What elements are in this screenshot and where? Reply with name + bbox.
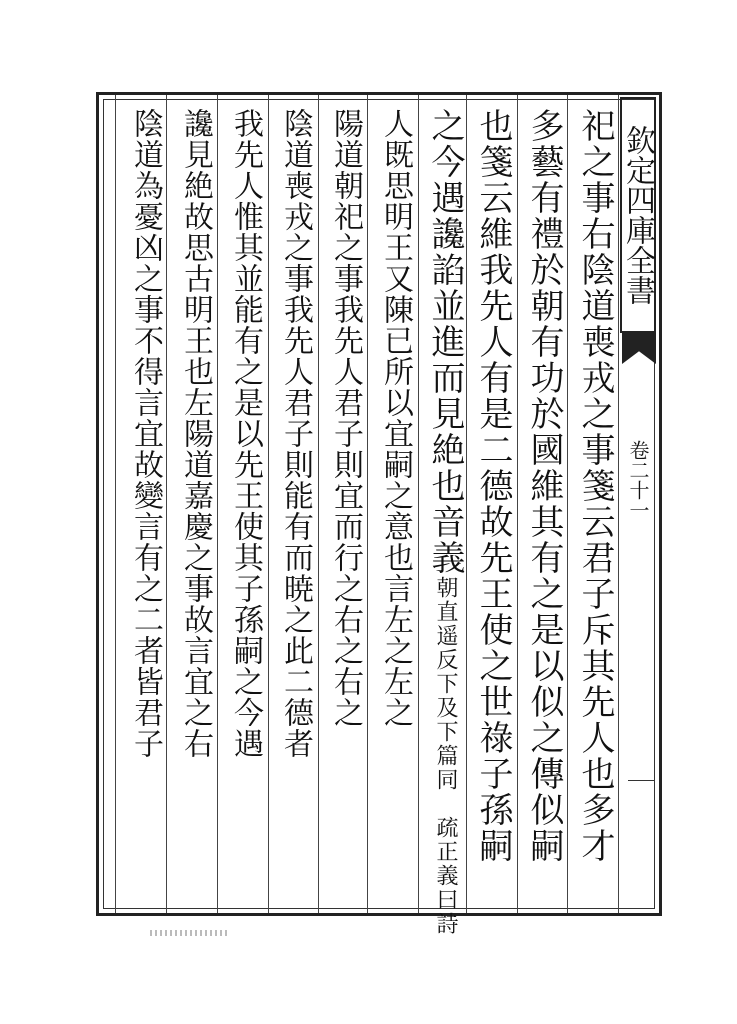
- scan-smudge: [150, 930, 230, 936]
- text-column-10: 陰道為憂凶之事不得言宜故變言有之二者皆君子: [128, 108, 163, 759]
- text-column-2: 多藝有禮於朝有功於國維其有之是以似之傳似嗣: [524, 108, 564, 864]
- text-column-8: 我先人惟其並能有之是以先王使其子孫嗣之今遇: [228, 108, 263, 759]
- text-column-9: 讒見絶故思古明王也左陽道嘉慶之事故言宜之右: [178, 108, 213, 759]
- text-column-7: 陰道喪戎之事我先人君子則能有而暁之此二德者: [278, 108, 313, 759]
- column-divider: [517, 95, 518, 913]
- column-divider: [618, 95, 619, 913]
- column-divider: [466, 95, 467, 913]
- column-divider: [367, 95, 368, 913]
- commentary-note: 朝直遥反下及下篇同 疏正義曰詩: [433, 576, 458, 936]
- volume-label: 卷二十一: [626, 440, 650, 520]
- column-divider: [567, 95, 568, 913]
- column-divider: [217, 95, 218, 913]
- column-divider: [115, 95, 116, 913]
- text-column-1: 祀之事右陰道喪戎之事箋云君子斥其先人也多才: [575, 108, 615, 864]
- text-column-3: 也箋云維我先人有是二德故先王使之世祿子孫嗣: [473, 108, 513, 864]
- margin-tick: [628, 780, 654, 781]
- text-column-4: 之今遇讒諂並進而見絶也音義朝直遥反下及下篇同 疏正義曰詩: [425, 108, 465, 936]
- text-column-6: 陽道朝祀之事我先人君子則宜而行之右之右之: [328, 108, 363, 728]
- column-divider: [318, 95, 319, 913]
- book-title: 欽定四庫全書: [620, 97, 656, 333]
- column-divider: [418, 95, 419, 913]
- text-column-5: 人既思明王又陳已所以宜嗣之意也言左之左之: [378, 108, 413, 728]
- column-divider: [166, 95, 167, 913]
- column-divider: [268, 95, 269, 913]
